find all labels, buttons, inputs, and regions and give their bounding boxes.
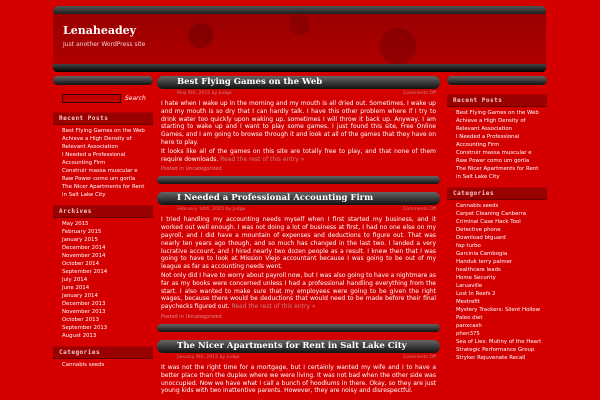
archive-link[interactable]: October 2013 bbox=[62, 317, 100, 323]
archive-link[interactable]: February 2015 bbox=[62, 229, 102, 235]
category-link[interactable]: Cannabis seeds bbox=[456, 203, 499, 209]
category-link[interactable]: Strategic Performance Group bbox=[456, 347, 535, 353]
category-link[interactable]: Download btguard bbox=[456, 235, 506, 241]
right-sidebar-pill bbox=[447, 76, 547, 85]
post-title-bar bbox=[157, 340, 440, 353]
post-body bbox=[161, 216, 436, 311]
post-comments: Comments Off bbox=[402, 91, 436, 96]
left-categories-list bbox=[53, 361, 153, 369]
archive-link[interactable]: June 2014 bbox=[62, 285, 90, 291]
category-link[interactable]: phen375 bbox=[456, 331, 480, 337]
post bbox=[157, 76, 440, 184]
recent-post-link[interactable]: The Nicer Apartments for Rent in Salt Lake City bbox=[456, 166, 539, 180]
archive-link[interactable]: September 2014 bbox=[62, 269, 108, 275]
left-sidebar bbox=[53, 76, 153, 369]
site-description: Just another WordPress site bbox=[63, 41, 146, 48]
post-separator bbox=[157, 324, 440, 332]
category-link[interactable]: Carpet Cleaning Canberra bbox=[456, 211, 527, 217]
archive-link[interactable]: January 2015 bbox=[62, 237, 98, 243]
archive-link[interactable]: November 2013 bbox=[62, 309, 106, 315]
post-date: May 6th, 2015 by Judge bbox=[177, 91, 232, 96]
post-body bbox=[161, 100, 436, 163]
right-categories-title: Categories bbox=[447, 187, 547, 200]
post-body bbox=[161, 364, 436, 395]
archive-link[interactable]: October 2014 bbox=[62, 261, 100, 267]
post-paragraph: It looks like all of the games on this site are totally free to play, and that none of them require downloads. Read the rest of this entry » bbox=[161, 147, 436, 163]
category-link[interactable]: Mystery Trackers: Silent Hollow bbox=[456, 307, 541, 313]
category-link[interactable]: Detective phone bbox=[456, 227, 501, 233]
post-paragraph: Not only did I have to worry about payroll now, but I was also going to have a nightmare as far as my books were concerned unless I had a professional handling everything from the start. I also wanted to make sure that my employees were going to be given the right wages, because there would be deductions that would need to be made before their final paychecks figured out. Read the rest of this entry » bbox=[161, 271, 436, 311]
archive-link[interactable]: August 2013 bbox=[62, 333, 97, 339]
recent-post-link[interactable]: Construir massa muscular e Raw Power como um gorila bbox=[62, 168, 138, 182]
header-bottom-bar bbox=[53, 64, 546, 72]
post-date: January 9th, 2015 by Judge bbox=[177, 354, 240, 360]
category-link[interactable]: Lost In Reefs 2 bbox=[456, 291, 496, 297]
left-recent-posts-title: Recent Posts bbox=[53, 112, 153, 125]
right-sidebar bbox=[447, 76, 547, 362]
post bbox=[157, 340, 440, 395]
category-link[interactable]: Paleo diet bbox=[456, 315, 483, 321]
post-meta bbox=[177, 355, 436, 360]
search-input[interactable] bbox=[62, 94, 121, 103]
post-comments: Comments Off bbox=[402, 354, 436, 360]
left-recent-posts-list bbox=[53, 127, 153, 199]
category-link[interactable]: fap turbo bbox=[456, 243, 481, 249]
category-link[interactable]: Mestrefit bbox=[456, 299, 480, 305]
read-more-link[interactable]: Read the rest of this entry » bbox=[220, 155, 305, 163]
category-link[interactable]: Home Security bbox=[456, 275, 496, 281]
archives-list bbox=[53, 220, 153, 340]
recent-post-link[interactable]: Achieve a High Density of Relevant Association bbox=[62, 136, 132, 150]
site-title[interactable]: Lenaheadey bbox=[63, 24, 137, 37]
archives-title: Archives bbox=[53, 205, 153, 218]
category-link[interactable]: Handuk terry palmer bbox=[456, 259, 513, 265]
post-paragraph: I tried handling my accounting needs myself when I first started my business, and it worked out well enough. I was not doing a lot of business at first, I had no one else on my payroll, and I did have a mountain of expenses and deductions to figure out. That was nearly ten years ago though, and so much has changed in the last two. I landed a very lucrative account, and I hired nearly two dozen people as a result. I knew then that I was going to have to look at Mission Viejo accountant because I was going to be out of my league as far as accounting needs went. bbox=[161, 216, 436, 271]
read-more-link[interactable]: Read the rest of this entry » bbox=[231, 303, 316, 311]
category-link[interactable]: Sea of Lies: Mutiny of the Heart bbox=[456, 339, 542, 345]
right-recent-posts-list bbox=[447, 109, 547, 181]
site-header bbox=[53, 14, 546, 68]
archive-link[interactable]: December 2014 bbox=[62, 245, 106, 251]
archive-link[interactable]: July 2014 bbox=[62, 277, 88, 283]
left-sidebar-pill bbox=[53, 76, 153, 85]
post-title[interactable]: The Nicer Apartments for Rent in Salt Lake City bbox=[177, 340, 407, 351]
category-link[interactable]: Cannabis seeds bbox=[62, 362, 105, 368]
post-paragraph: I hate when I wake up in the morning and my mouth is all dried out. Sometimes, I wake up and my mouth is so dry that I can hardly talk. I have this other problem where if I try to drink water too quickly upon waking up, sometimes I will throw it back up. Anyway, I am starting to wake up and I want to play some games. I just found this site, Free Online Games, and I am going to browse through it and look at all of the games that they have on here to play. bbox=[161, 100, 436, 146]
recent-post-link[interactable]: Achieve a High Density of Relevant Association bbox=[456, 118, 526, 132]
post-date: February 14th, 2015 by Judge bbox=[177, 207, 246, 213]
recent-post-link[interactable]: Best Flying Games on the Web bbox=[62, 128, 145, 134]
right-categories-list bbox=[447, 202, 547, 362]
category-link[interactable]: panxcash bbox=[456, 323, 482, 329]
post-separator bbox=[157, 176, 440, 184]
archive-link[interactable]: September 2013 bbox=[62, 325, 108, 331]
category-link[interactable]: healthcare leads bbox=[456, 267, 501, 273]
category-link[interactable]: Criminal Case Hack Tool bbox=[456, 219, 521, 225]
search-button[interactable]: Search bbox=[125, 95, 146, 102]
right-recent-posts-title: Recent Posts bbox=[447, 94, 547, 107]
main-content bbox=[157, 76, 440, 396]
archive-link[interactable]: May 2015 bbox=[62, 221, 89, 227]
archive-link[interactable]: November 2014 bbox=[62, 253, 106, 259]
recent-post-link[interactable]: I Needed a Professional Accounting Firm bbox=[62, 152, 126, 166]
post-meta bbox=[177, 91, 436, 96]
search-form bbox=[62, 94, 153, 103]
post-comments: Comments Off bbox=[402, 207, 436, 213]
post-title[interactable]: Best Flying Games on the Web bbox=[177, 77, 323, 87]
archive-link[interactable]: December 2013 bbox=[62, 301, 106, 307]
recent-post-link[interactable]: Best Flying Games on the Web bbox=[456, 110, 539, 116]
post-title-bar bbox=[157, 192, 440, 205]
post-title[interactable]: I Needed a Professional Accounting Firm bbox=[177, 193, 374, 204]
post-meta bbox=[177, 207, 436, 212]
category-link[interactable]: Garcinia Cambogia bbox=[456, 251, 508, 257]
post-category[interactable]: Posted in Uncategorized bbox=[161, 313, 222, 320]
recent-post-link[interactable]: I Needed a Professional Accounting Firm bbox=[456, 134, 520, 148]
left-categories-title: Categories bbox=[53, 346, 153, 359]
post-title-bar bbox=[157, 76, 440, 89]
recent-post-link[interactable]: The Nicer Apartments for Rent in Salt Lake City bbox=[62, 184, 145, 198]
category-link[interactable]: Laruaville bbox=[456, 283, 483, 289]
archive-link[interactable]: January 2014 bbox=[62, 293, 98, 299]
recent-post-link[interactable]: Construir massa muscular e Raw Power como um gorila bbox=[456, 150, 532, 164]
post-category[interactable]: Posted in Uncategorized bbox=[161, 166, 222, 173]
post bbox=[157, 192, 440, 332]
post-paragraph: It was not the right time for a mortgage, but I certainly wanted my wife and I to have a better place than the duplex where we were living. It was not bad when the other side was unoccupied. Now we have what I call a bunch of hoodlums in there. Okay, so they are just young kids with two inattentive parents. However, they are noisy and disrespectful. bbox=[161, 363, 436, 395]
category-link[interactable]: Stryker Rejuvenate Recall bbox=[456, 355, 526, 361]
